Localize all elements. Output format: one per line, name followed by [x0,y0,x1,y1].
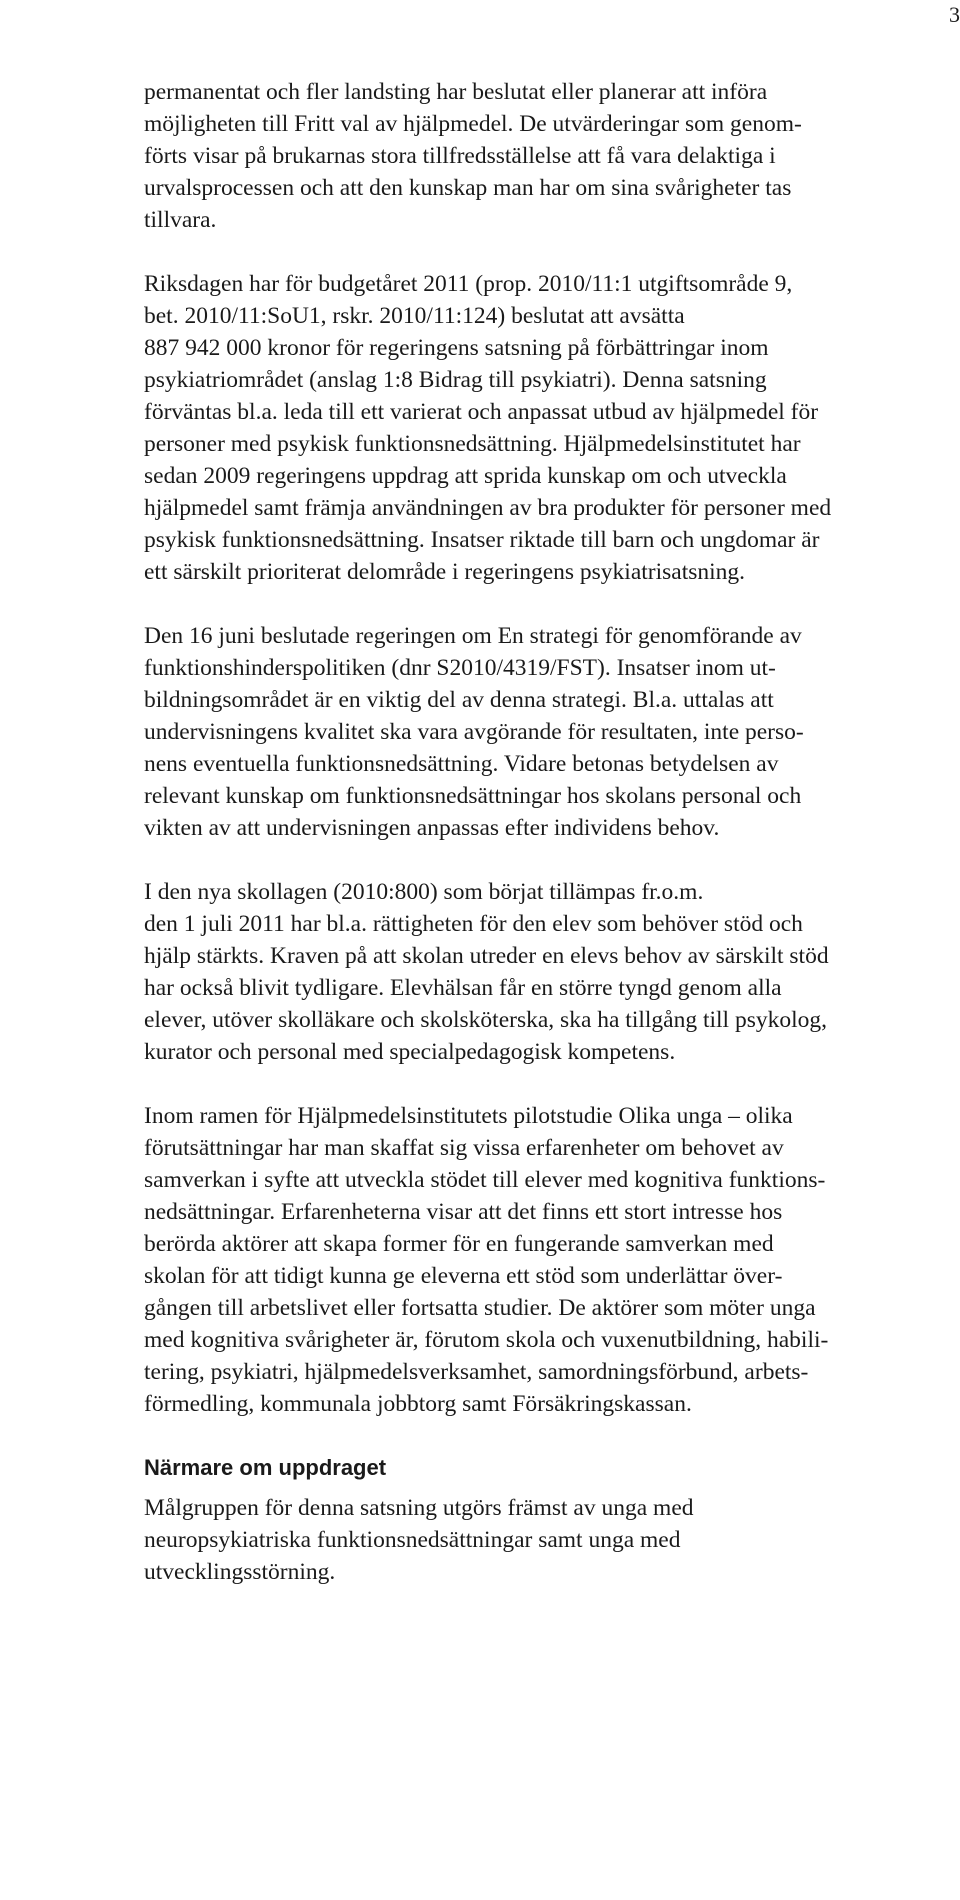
text-line: nens eventuella funktionsnedsättning. Vidare betonas betydelsen av [144,751,779,777]
paragraph-strategi [144,620,948,844]
section-heading: Närmare om uppdraget [144,1455,387,1480]
text-line: elever, utöver skolläkare och skolsköterska, ska ha tillgång till psykolog, [144,1007,828,1033]
text-line: möjligheten till Fritt val av hjälpmedel. De utvärderingar som genom- [144,111,802,137]
paragraph-pilotstudie [144,1100,948,1420]
document-body [144,76,948,1620]
text-line: urvalsprocessen och att den kunskap man har om sina svårigheter tas [144,175,792,201]
text-line: Inom ramen för Hjälpmedelsinstitutets pilotstudie Olika unga – olika [144,1103,793,1129]
text-line: vikten av att undervisningen anpassas efter individens behov. [144,815,720,841]
text-line: utvecklingsstörning. [144,1559,336,1585]
text-line: förutsättningar har man skaffat sig vissa erfarenheter om behovet av [144,1135,784,1161]
text-line: bildningsområdet är en viktig del av denna strategi. Bl.a. uttalas att [144,687,774,713]
text-line: 887 942 000 kronor för regeringens satsning på förbättringar inom [144,335,769,361]
text-line: samverkan i syfte att utveckla stödet till elever med kognitiva funktions- [144,1167,826,1193]
text-line: hjälpmedel samt främja användningen av bra produkter för personer med [144,495,832,521]
text-line: permanentat och fler landsting har beslutat eller planerar att införa [144,79,768,105]
text-line: neuropsykiatriska funktionsnedsättningar samt unga med [144,1527,681,1553]
text-line: förts visar på brukarnas stora tillfredsställelse att få vara delaktiga i [144,143,776,169]
text-line: skolan för att tidigt kunna ge eleverna ett stöd som underlättar över- [144,1263,783,1289]
text-line: Riksdagen har för budgetåret 2011 (prop. 2010/11:1 utgiftsområde 9, [144,271,793,297]
text-line: relevant kunskap om funktionsnedsättningar hos skolans personal och [144,783,802,809]
text-line: personer med psykisk funktionsnedsättning. Hjälpmedelsinstitutet har [144,431,801,457]
text-line: tillvara. [144,207,217,233]
text-line: förväntas bl.a. leda till ett varierat och anpassat utbud av hjälpmedel för [144,399,819,425]
text-line: psykiatriområdet (anslag 1:8 Bidrag till psykiatri). Denna satsning [144,367,767,393]
paragraph-fritt-val [144,76,948,236]
text-line: undervisningens kvalitet ska vara avgörande för resultaten, inte perso- [144,719,804,745]
paragraph-riksdagen [144,268,948,588]
text-line: kurator och personal med specialpedagogisk kompetens. [144,1039,676,1065]
text-line: berörda aktörer att skapa former för en fungerande samverkan med [144,1231,774,1257]
text-line: den 1 juli 2011 har bl.a. rättigheten för den elev som behöver stöd och [144,911,803,937]
text-line: med kognitiva svårigheter är, förutom skola och vuxenutbildning, habili- [144,1327,829,1353]
text-line: nedsättningar. Erfarenheterna visar att det finns ett stort intresse hos [144,1199,783,1225]
text-line: I den nya skollagen (2010:800) som börjat tillämpas fr.o.m. [144,879,704,905]
text-line: har också blivit tydligare. Elevhälsan får en större tyngd genom alla [144,975,782,1001]
text-line: gången till arbetslivet eller fortsatta studier. De aktörer som möter unga [144,1295,816,1321]
text-line: bet. 2010/11:SoU1, rskr. 2010/11:124) beslutat att avsätta [144,303,685,329]
text-line: psykisk funktionsnedsättning. Insatser riktade till barn och ungdomar är [144,527,820,553]
text-line: Målgruppen för denna satsning utgörs främst av unga med [144,1495,694,1521]
page-number: 3 [949,2,960,27]
paragraph-skollagen [144,876,948,1068]
text-line: sedan 2009 regeringens uppdrag att sprida kunskap om och utveckla [144,463,787,489]
text-line: förmedling, kommunala jobbtorg samt Försäkringskassan. [144,1391,692,1417]
text-line: funktionshinderspolitiken (dnr S2010/4319/FST). Insatser inom ut- [144,655,776,681]
paragraph-malgrupp [144,1492,948,1588]
text-line: tering, psykiatri, hjälpmedelsverksamhet, samordningsförbund, arbets- [144,1359,809,1385]
text-line: Den 16 juni beslutade regeringen om En strategi för genomförande av [144,623,802,649]
text-line: hjälp stärkts. Kraven på att skolan utreder en elevs behov av särskilt stöd [144,943,829,969]
text-line: ett särskilt prioriterat delområde i regeringens psykiatrisatsning. [144,559,746,585]
